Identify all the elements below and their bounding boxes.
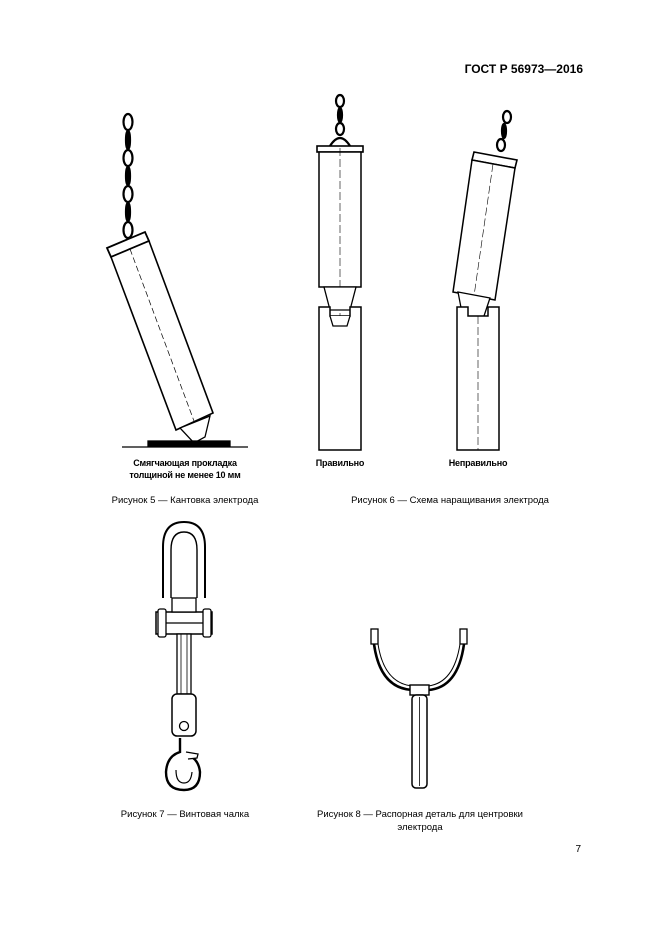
figure8-caption <box>300 808 540 834</box>
figure5-chain <box>124 114 133 238</box>
figure8-caption-line1: Рисунок 8 — Распорная деталь для центровки <box>317 809 523 820</box>
figure8-illustration <box>371 629 467 788</box>
figure6-caption: Рисунок 6 — Схема наращивания электрода <box>351 495 549 506</box>
figure7-illustration <box>156 522 212 790</box>
figure6-label-incorrect: Неправильно <box>448 458 508 468</box>
figure5-illustration <box>107 114 248 447</box>
figure5-label <box>110 457 260 481</box>
figure5-caption: Рисунок 5 — Кантовка электрода <box>111 495 259 506</box>
standard-header: ГОСТ Р 56973—2016 <box>464 62 583 76</box>
figure6-label-correct: Правильно <box>315 458 365 468</box>
figure8-caption-line2: электрода <box>397 822 443 833</box>
figure5-label-line1: Смягчающая прокладка <box>133 458 237 468</box>
figure6-correct-illustration <box>317 95 363 450</box>
page-number: 7 <box>575 844 581 855</box>
figure6-incorrect-illustration <box>453 111 517 450</box>
figure7-caption: Рисунок 7 — Винтовая чалка <box>120 809 250 820</box>
figure5-label-line2: толщиной не менее 10 мм <box>129 470 241 480</box>
